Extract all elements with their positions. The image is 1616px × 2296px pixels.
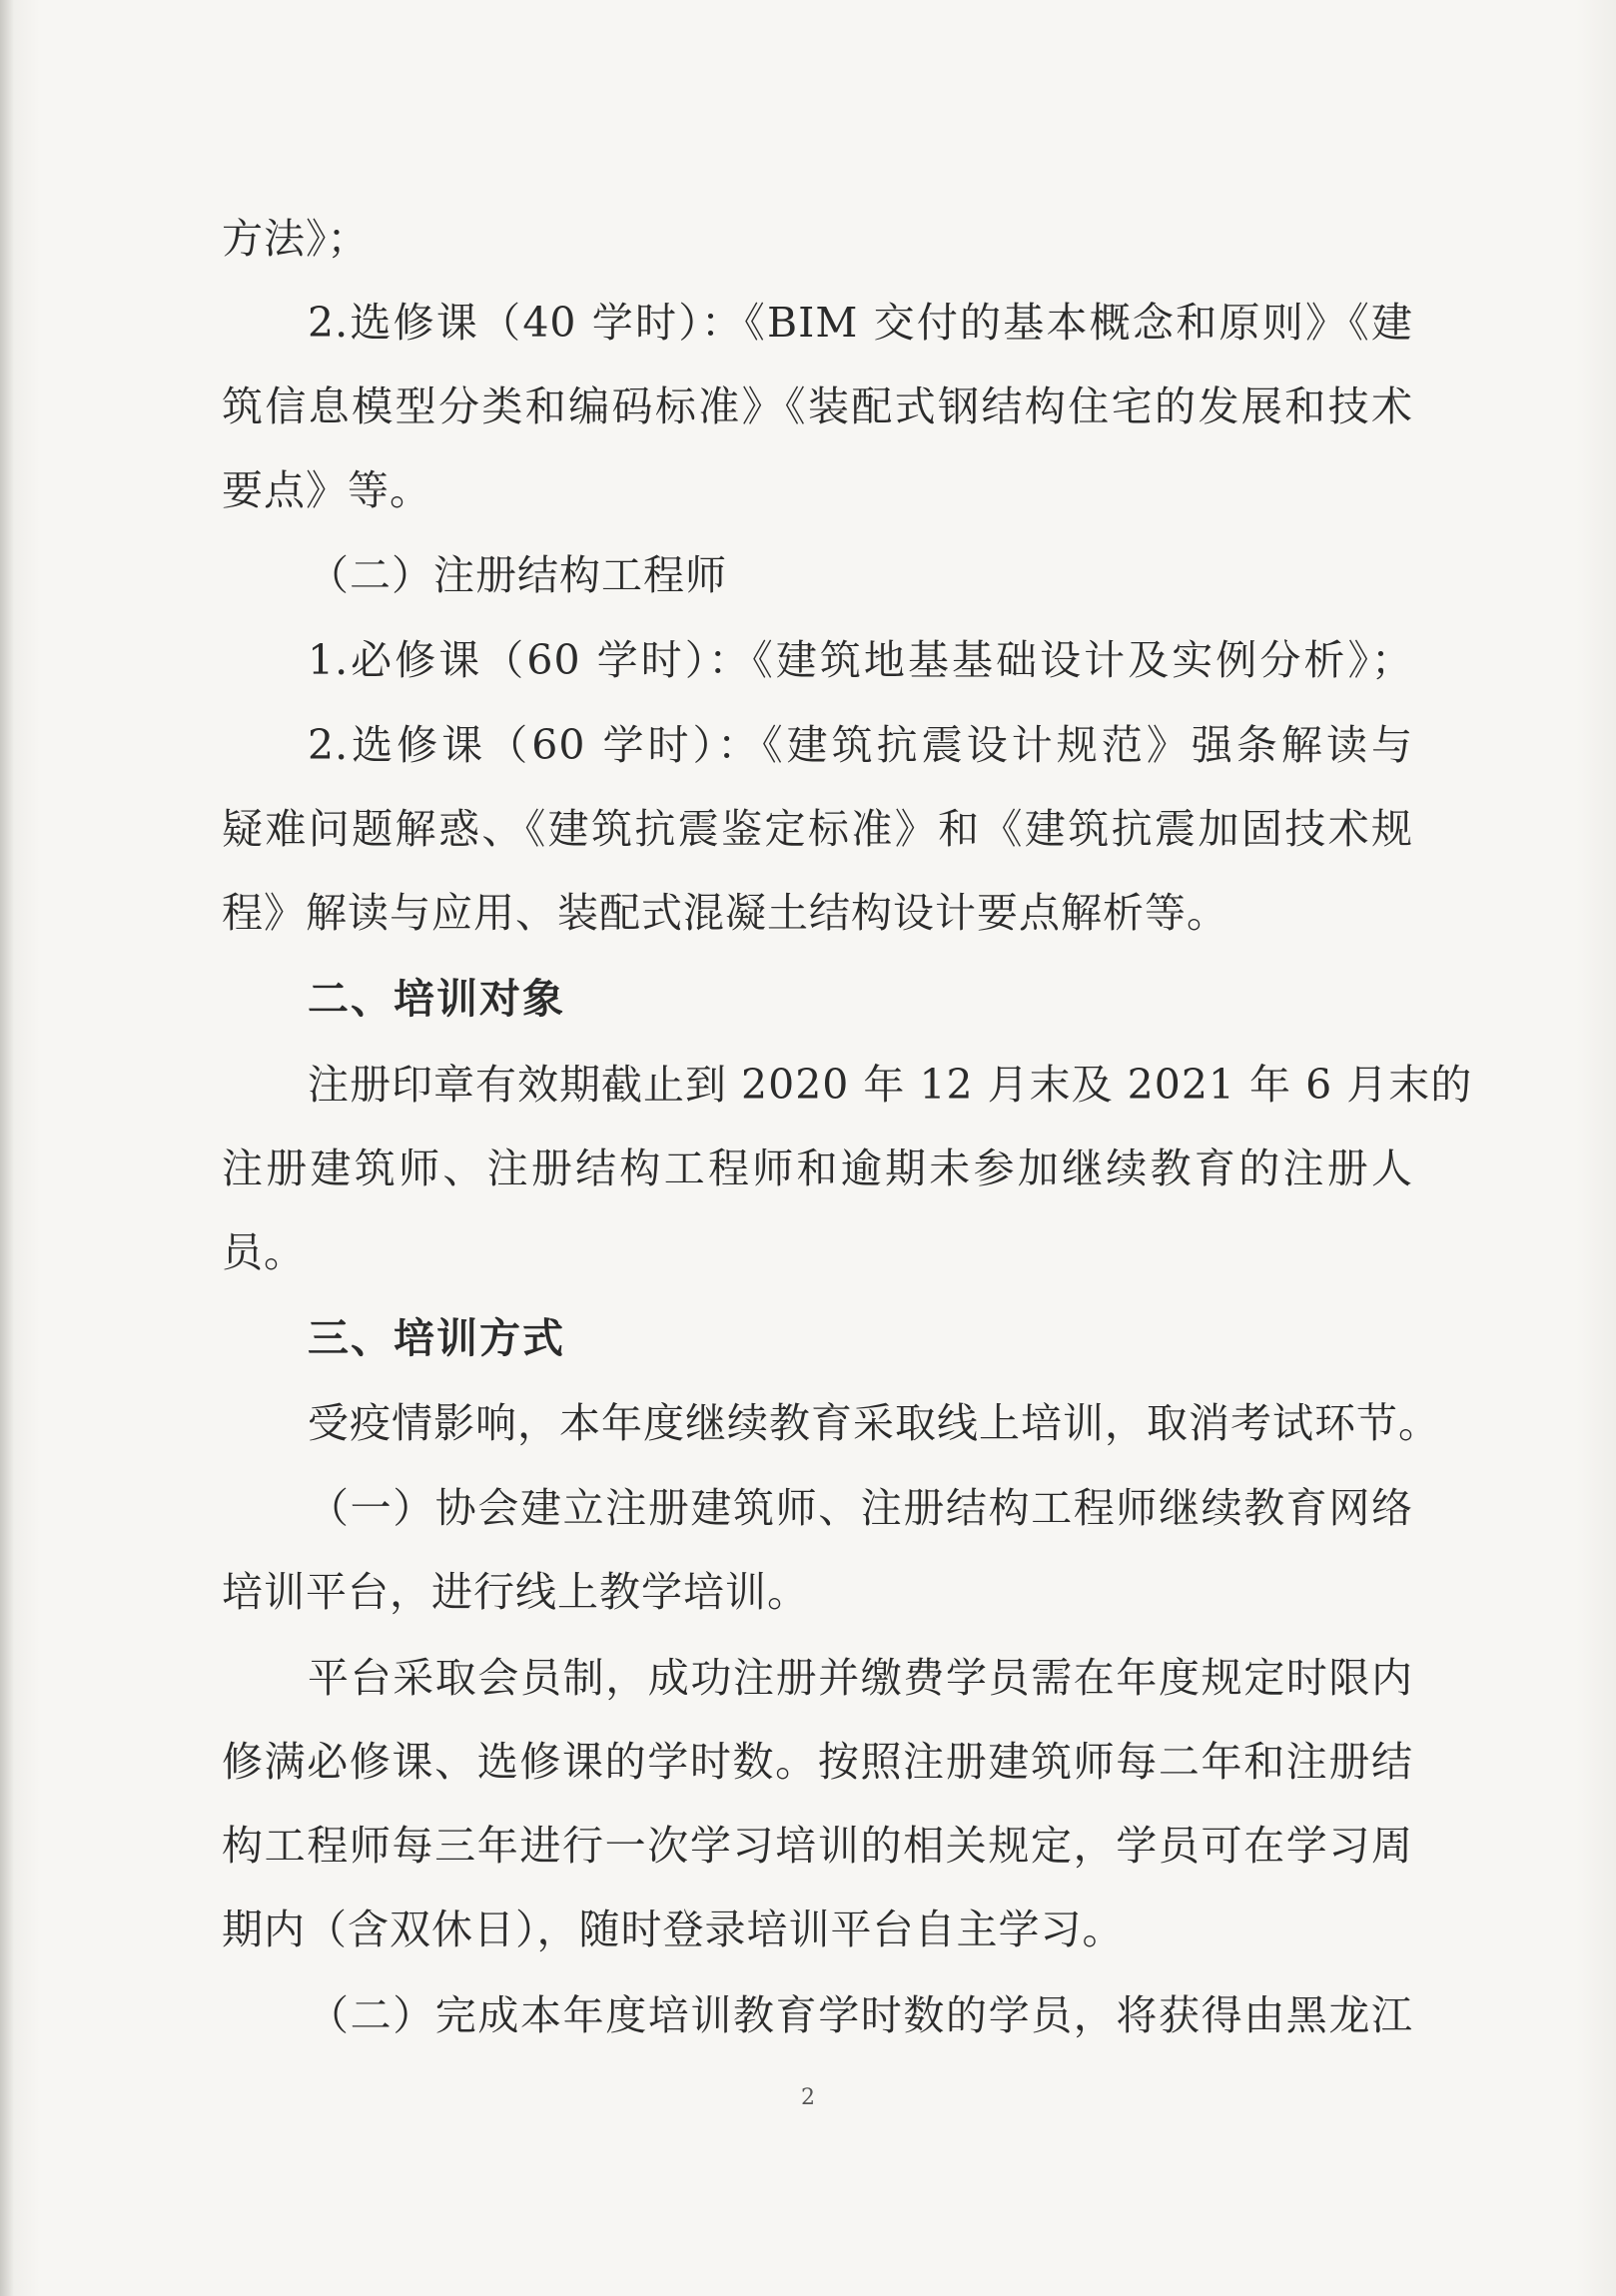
page-number: 2: [801, 2085, 815, 2110]
text-line-21: 期内（含双休日），随时登录培训平台自主学习。: [222, 1906, 1125, 1953]
section-heading-training-targets: 二、培训对象: [308, 975, 565, 1023]
text-line-19: 修满必修课、选修课的学时数。按照注册建筑师每二年和注册结: [222, 1738, 1413, 1786]
text-line-16: （一）协会建立注册建筑师、注册结构工程师继续教育网络: [308, 1484, 1413, 1532]
text-line-22: （二）完成本年度培训教育学时数的学员，将获得由黑龙江: [308, 1991, 1413, 2039]
text-line-4: 要点》等。: [222, 466, 431, 514]
text-line-6: 1.必修课（60 学时）：《建筑地基基础设计及实例分析》；: [308, 636, 1413, 684]
text-line-15: 受疫情影响，本年度继续教育采取线上培训，取消考试环节。: [308, 1399, 1440, 1447]
text-line-13: 员。: [222, 1228, 306, 1276]
text-line-18: 平台采取会员制，成功注册并缴费学员需在年度规定时限内: [308, 1654, 1413, 1702]
subheading-structural-engineer: （二）注册结构工程师: [308, 551, 727, 599]
text-line-1: 方法》；: [222, 215, 370, 263]
text-line-3: 筑信息模型分类和编码标准》《装配式钢结构住宅的发展和技术: [222, 383, 1413, 430]
text-line-2: 2.选修课（40 学时）：《BIM 交付的基本概念和原则》《建: [308, 299, 1413, 347]
text-line-7: 2.选修课（60 学时）：《建筑抗震设计规范》强条解读与: [308, 721, 1413, 769]
text-line-11: 注册印章有效期截止到 2020 年 12 月末及 2021 年 6 月末的: [308, 1061, 1473, 1109]
text-line-9: 程》解读与应用、装配式混凝土结构设计要点解析等。: [222, 889, 1228, 937]
text-line-12: 注册建筑师、注册结构工程师和逾期未参加继续教育的注册人: [222, 1145, 1413, 1192]
text-line-8: 疑难问题解惑、《建筑抗震鉴定标准》和《建筑抗震加固技术规: [222, 805, 1413, 853]
section-heading-training-method: 三、培训方式: [308, 1314, 565, 1362]
text-line-20: 构工程师每三年进行一次学习培训的相关规定，学员可在学习周: [222, 1822, 1413, 1870]
text-line-17: 培训平台，进行线上教学培训。: [222, 1568, 809, 1616]
